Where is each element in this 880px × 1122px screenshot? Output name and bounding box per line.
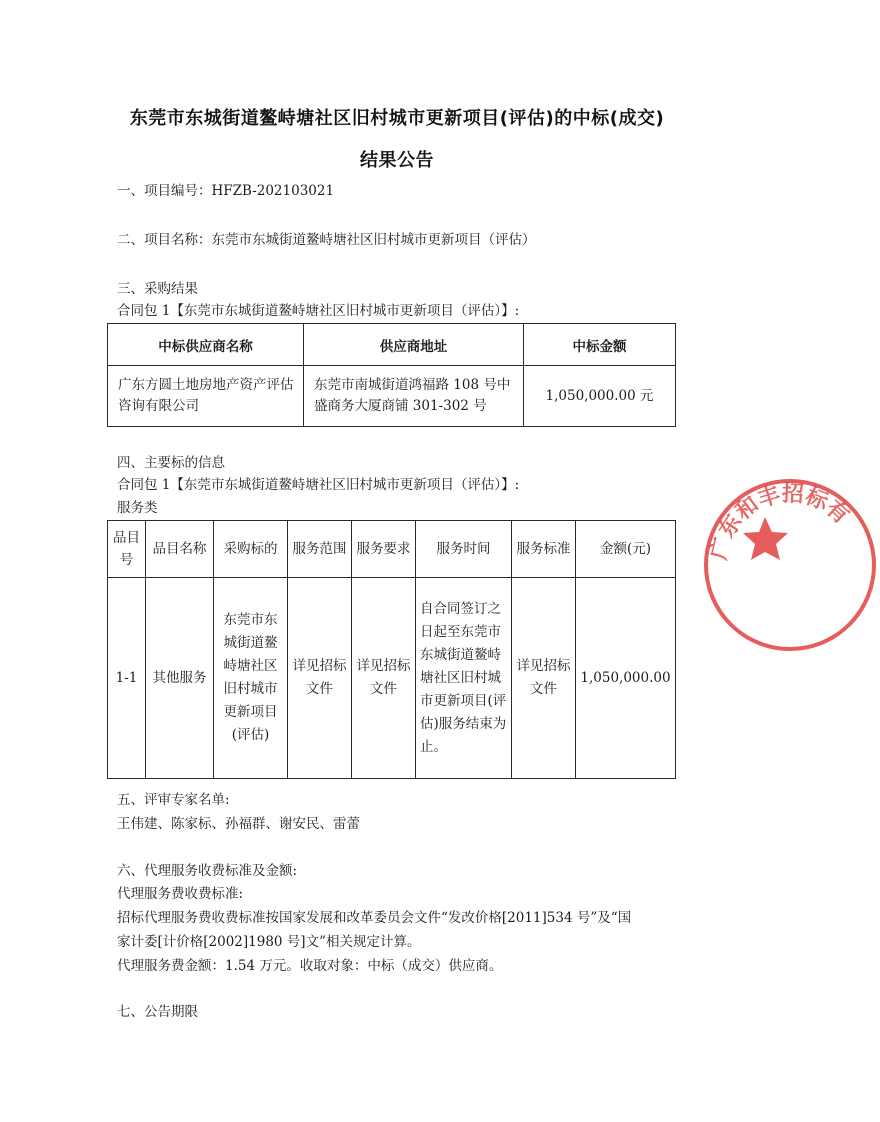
header-supplier-address: 供应商地址	[304, 324, 524, 366]
cell-item-name: 其他服务	[146, 578, 214, 779]
agency-fee-standard-line1: 招标代理服务费收费标准按国家发展和改革委员会文件“发改价格[2011]534 号”及“国	[117, 910, 632, 926]
cell-service-scope: 详见招标文件	[288, 578, 352, 779]
table-row	[108, 578, 676, 779]
header-award-amount: 中标金额	[524, 324, 676, 366]
main-subject-heading: 四、主要标的信息	[117, 455, 225, 471]
cell-supplier-name: 广东方圆土地房地产资产评估咨询有限公司	[108, 366, 304, 427]
main-subject-table	[107, 520, 676, 779]
project-number: 一、项目编号：HFZB-202103021	[117, 183, 335, 199]
cell-award-amount: 1,050,000.00 元	[524, 366, 676, 427]
procurement-result-table	[107, 323, 676, 427]
expert-names: 王伟建、陈家标、孙福群、谢安民、雷蕾	[117, 816, 360, 832]
header-item-name: 品目名称	[146, 521, 214, 578]
announcement-period-heading: 七、公告期限	[117, 1004, 198, 1020]
seal-text: 广东和丰招标有	[706, 481, 854, 563]
agency-fee-standard-label: 代理服务费收费标准:	[117, 886, 244, 902]
header-supplier-name: 中标供应商名称	[108, 324, 304, 366]
company-seal-stamp	[700, 475, 880, 655]
agency-fee-heading: 六、代理服务收费标准及金额:	[117, 863, 298, 879]
header-item-number: 品目号	[108, 521, 146, 578]
table-header-row	[108, 521, 676, 578]
cell-supplier-address: 东莞市南城街道鸿福路 108 号中盛商务大厦商铺 301-302 号	[304, 366, 524, 427]
procurement-result-heading: 三、采购结果	[117, 281, 198, 297]
seal-star-icon	[743, 517, 788, 560]
header-service-time: 服务时间	[416, 521, 512, 578]
table-header-row	[108, 324, 676, 366]
main-subject-package: 合同包 1【东莞市东城街道鳌峙塘社区旧村城市更新项目（评估）】:	[117, 477, 520, 493]
header-procurement-subject: 采购标的	[214, 521, 288, 578]
cell-service-time: 自合同签订之日起至东莞市东城街道鳌峙塘社区旧村城市更新项目(评估)服务结束为止。	[416, 578, 512, 779]
header-amount: 金额(元)	[576, 521, 676, 578]
table-row	[108, 366, 676, 427]
cell-amount: 1,050,000.00	[576, 578, 676, 779]
header-service-standard: 服务标准	[512, 521, 576, 578]
main-subject-category: 服务类	[117, 500, 158, 516]
cell-item-number: 1-1	[108, 578, 146, 779]
project-name: 二、项目名称：东莞市东城街道鳌峙塘社区旧村城市更新项目（评估）	[117, 232, 536, 248]
expert-list-heading: 五、评审专家名单:	[117, 792, 230, 808]
document-title-line2: 结果公告	[360, 150, 434, 171]
cell-service-requirement: 详见招标文件	[352, 578, 416, 779]
header-service-scope: 服务范围	[288, 521, 352, 578]
header-service-requirement: 服务要求	[352, 521, 416, 578]
agency-fee-amount: 代理服务费金额：1.54 万元。收取对象：中标（成交）供应商。	[117, 958, 503, 974]
document-title-line1: 东莞市东城街道鳌峙塘社区旧村城市更新项目(评估)的中标(成交)	[129, 108, 665, 129]
cell-service-standard: 详见招标文件	[512, 578, 576, 779]
agency-fee-standard-line2: 家计委[计价格[2002]1980 号]文”相关规定计算。	[117, 934, 421, 950]
procurement-result-package: 合同包 1【东莞市东城街道鳌峙塘社区旧村城市更新项目（评估）】:	[117, 303, 520, 319]
cell-procurement-subject: 东莞市东城街道鳌峙塘社区旧村城市更新项目(评估)	[214, 578, 288, 779]
